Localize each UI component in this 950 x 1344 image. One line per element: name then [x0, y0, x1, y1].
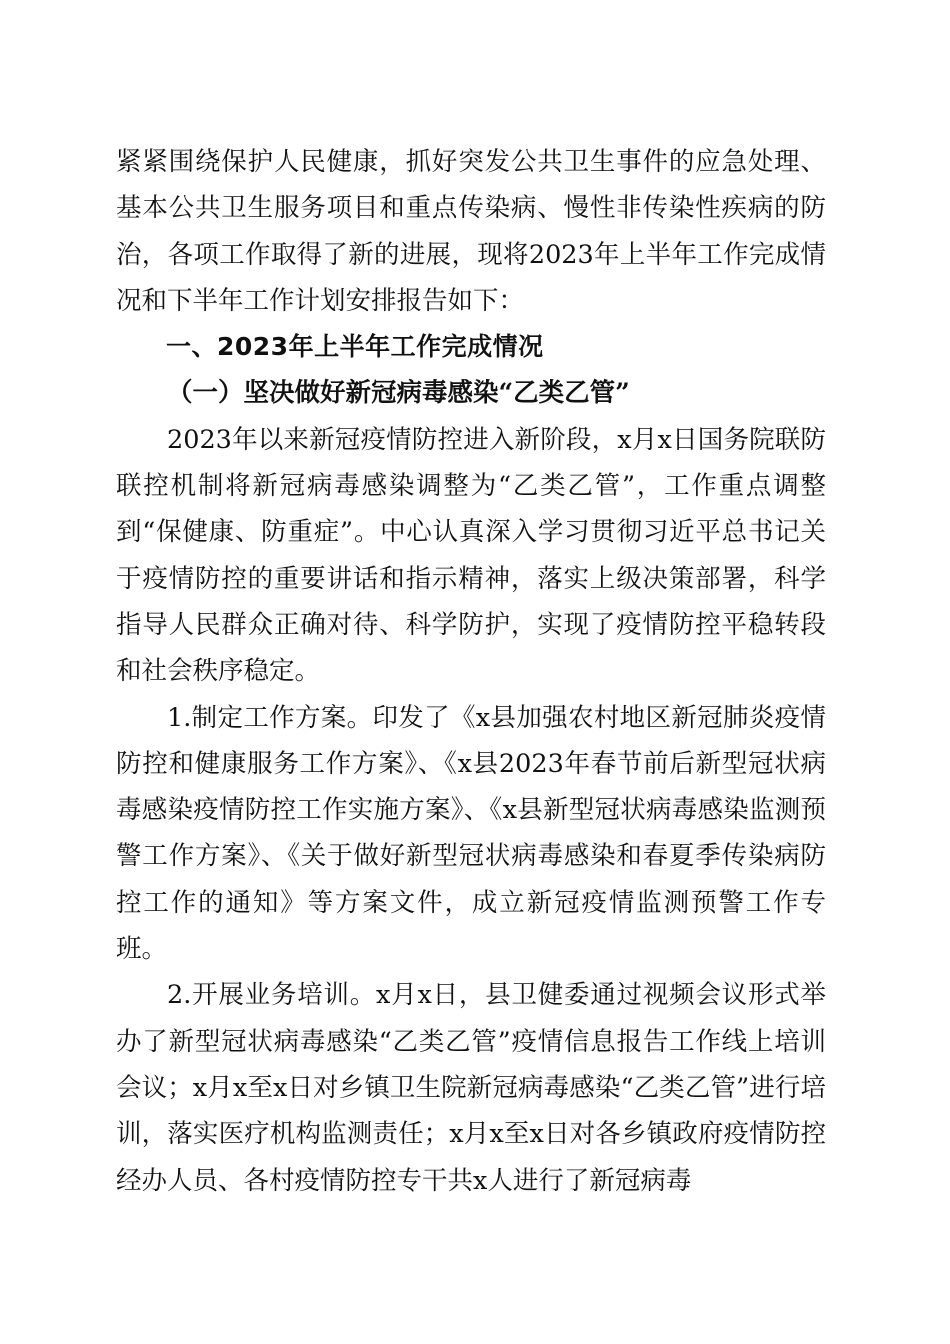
- intro-paragraph: 紧紧围绕保护人民健康，抓好突发公共卫生事件的应急处理、基本公共卫生服务项目和重点传染病、慢性非传染性疾病的防治，各项工作取得了新的进展，现将2023年上半年工作完成情况和下半年工作计划安排报告如下：: [116, 147, 826, 316]
- body-paragraph-3: 2.开展业务培训。x月x日，县卫健委通过视频会议形式举办了新型冠状病毒感染“乙类乙管”疫情信息报告工作线上培训会议；x月x至x日对乡镇卫生院新冠病毒感染“乙类乙管”进行培训，落实医疗机构监测责任；x月x至x日对各乡镇政府疫情防控经办人员、各村疫情防控专干共x人进行了新冠病毒: [116, 980, 826, 1196]
- section-heading-1: 一、2023年上半年工作完成情况: [166, 332, 544, 362]
- body-paragraph-2: 1.制定工作方案。印发了《x县加强农村地区新冠肺炎疫情防控和健康服务工作方案》、《x县2023年春节前后新型冠状病毒感染疫情防控工作实施方案》、《x县新型冠状病毒感染监测预警工作方案》、《关于做好新型冠状病毒感染和春夏季传染病防控工作的通知》等方案文件，成立新冠疫情监测预警工作专班。: [116, 702, 826, 965]
- subsection-heading-1: （一）坚决做好新冠病毒感染“乙类乙管”: [167, 378, 630, 409]
- body-paragraph-1: 2023年以来新冠疫情防控进入新阶段，x月x日国务院联防联控机制将新冠病毒感染调整为“乙类乙管”，工作重点调整到“保健康、防重症”。中心认真深入学习贯彻习近平总书记关于疫情防控的重要讲话和指示精神，落实上级决策部署，科学指导人民群众正确对待、科学防护，实现了疫情防控平稳转段和社会秩序稳定。: [116, 424, 826, 687]
- document-body: [116, 139, 826, 1204]
